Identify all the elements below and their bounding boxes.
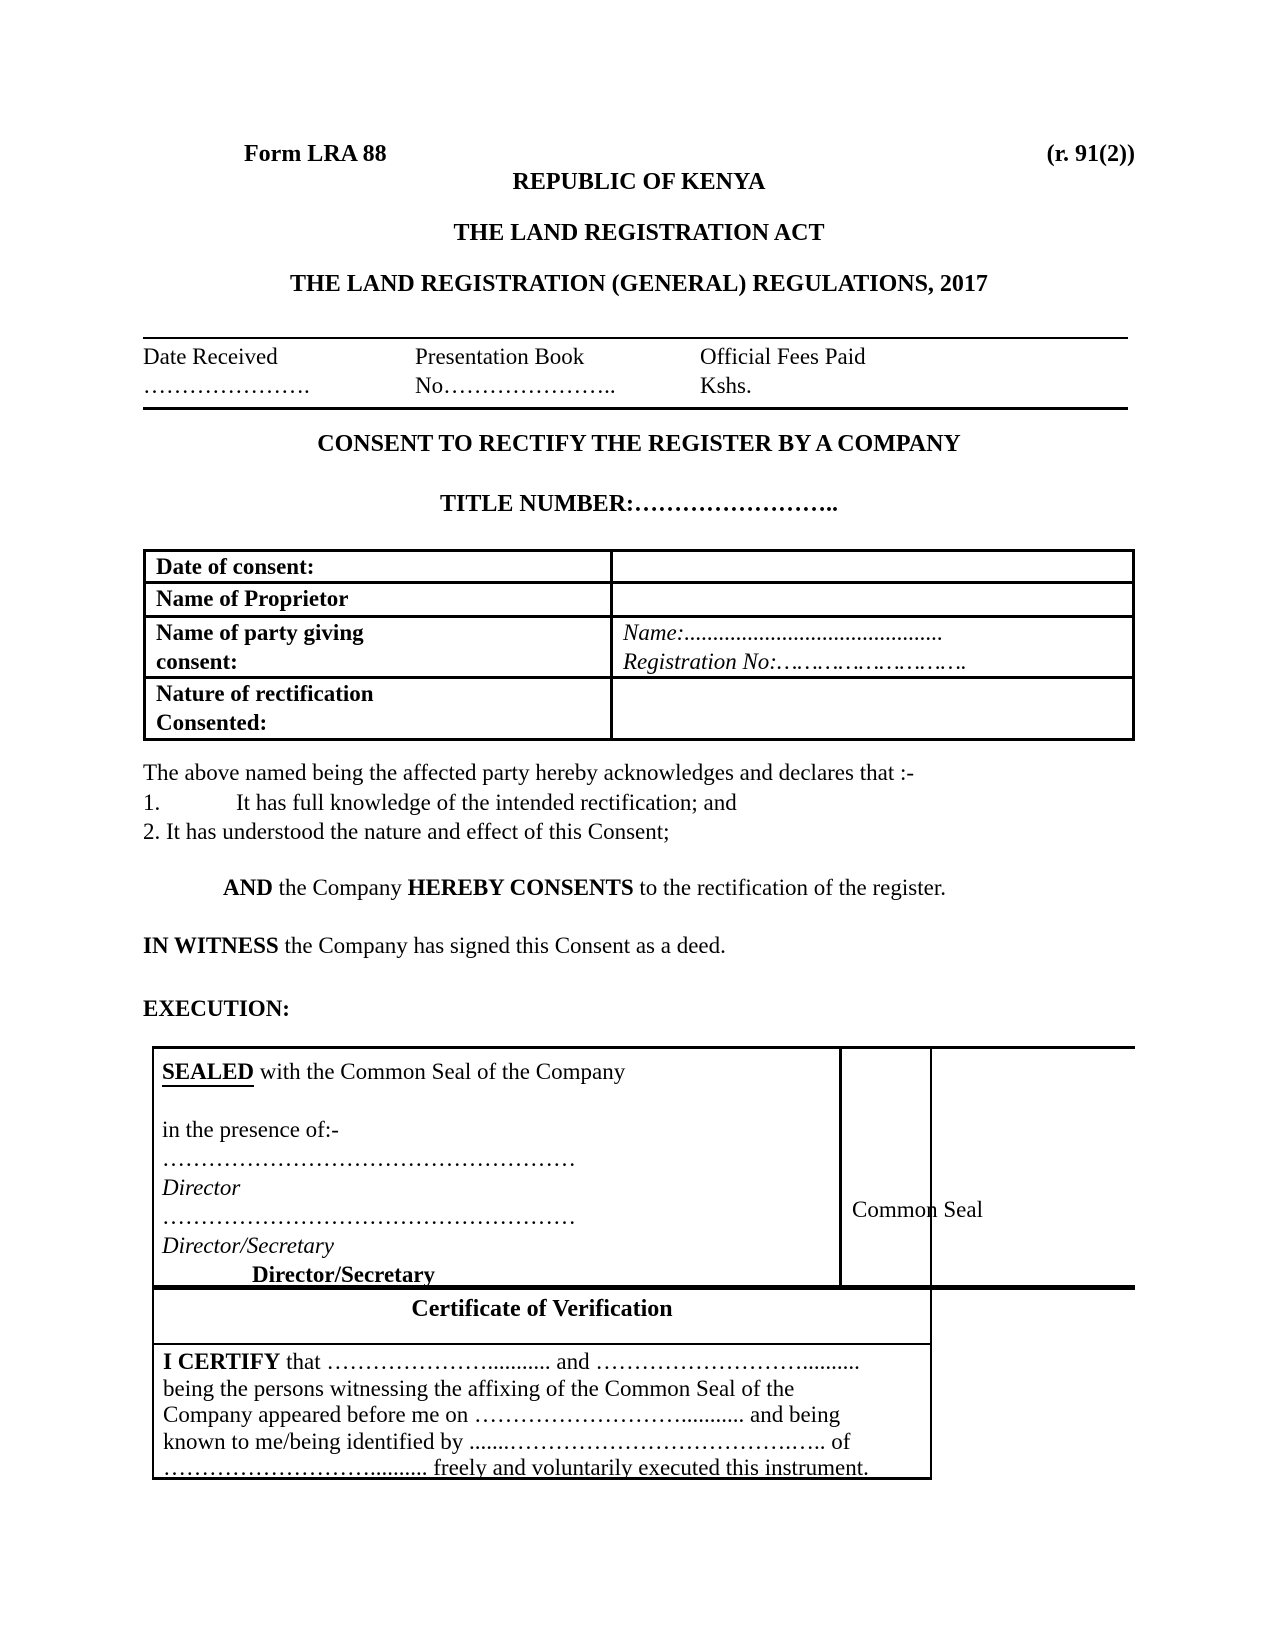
certify-line-1: I CERTIFY that …………………........... and ……………………….......... <box>163 1349 860 1374</box>
director-signature-blank: ……………………………………………… <box>162 1146 576 1171</box>
party-registration-no-blank: Registration No:………………………. <box>623 649 967 674</box>
certificate-heading-row <box>152 1285 1135 1343</box>
sealed-cell <box>154 1049 842 1285</box>
regulations-heading: THE LAND REGISTRATION (GENERAL) REGULATIONS, 2017 <box>290 271 988 297</box>
presentation-book-label: Presentation Book <box>415 344 585 369</box>
party-name-blank: Name:............................................. <box>623 620 944 645</box>
director-label: Director <box>162 1175 241 1200</box>
execution-heading: EXECUTION: <box>143 996 290 1021</box>
fees-strip <box>143 337 1128 410</box>
details-table <box>143 549 1135 741</box>
certify-line-5: ……………………….......... freely and voluntarily executed this instrument. <box>163 1455 869 1480</box>
seal-margin-cell <box>932 1049 1135 1285</box>
presentation-book-no-blank: No………………….. <box>415 373 616 398</box>
director-secretary-label: Director/Secretary <box>162 1233 335 1258</box>
consent-clause: AND the Company HEREBY CONSENTS to the rectification of the register. <box>223 875 946 900</box>
certify-line-4: known to me/being identified by .......……………………………….….. of <box>163 1428 851 1454</box>
name-of-proprietor-label: Name of Proprietor <box>156 586 349 611</box>
table-row <box>145 551 1134 583</box>
declarations-intro: The above named being the affected party hereby acknowledges and declares that :- <box>143 760 915 785</box>
table-row <box>145 678 1134 740</box>
nature-of-rectification-label: Nature of rectification Consented: <box>145 678 612 740</box>
title-number: TITLE NUMBER:…………………….. <box>439 491 839 517</box>
common-seal-label: Common Seal <box>852 1197 983 1222</box>
certificate-heading: Certificate of Verification <box>152 1290 932 1343</box>
certificate-of-verification-box <box>152 1343 932 1480</box>
execution-table <box>152 1046 1135 1480</box>
declaration-item-2: 2. It has understood the nature and effect of this Consent; <box>143 819 670 844</box>
date-of-consent-value <box>612 551 1134 583</box>
date-received-blank: …………………. <box>143 373 310 398</box>
republic-heading: REPUBLIC OF KENYA <box>512 169 766 195</box>
sealed-row <box>152 1046 1135 1285</box>
official-fees-field <box>700 342 1128 400</box>
date-received-label: Date Received <box>143 344 278 369</box>
sealed-line: SEALED with the Common Seal of the Company <box>162 1057 833 1086</box>
party-giving-consent-value <box>612 617 1134 678</box>
common-seal-cell <box>842 1049 983 1285</box>
official-fees-kshs: Kshs. <box>700 373 752 398</box>
director-secretary-signature-blank: ……………………………………………… <box>162 1204 576 1229</box>
witness-clause: IN WITNESS the Company has signed this Consent as a deed. <box>143 933 726 958</box>
date-received-field <box>143 342 415 400</box>
date-of-consent-label: Date of consent: <box>156 554 315 579</box>
party-giving-consent-label: Name of party giving consent: <box>145 617 612 678</box>
presentation-book-field <box>415 342 700 400</box>
name-of-proprietor-value <box>612 583 1134 617</box>
presence-line: in the presence of:- <box>162 1117 339 1142</box>
rule-reference: (r. 91(2)) <box>1046 141 1135 167</box>
certify-line-3: Company appeared before me on ………………………........... and being <box>163 1402 841 1427</box>
table-row <box>145 583 1134 617</box>
declaration-item-1: 1. It has full knowledge of the intended rectification; and <box>143 789 737 815</box>
act-heading: THE LAND REGISTRATION ACT <box>453 220 825 246</box>
form-code: Form LRA 88 <box>244 141 387 167</box>
declarations-paragraph <box>143 758 1153 847</box>
director-secretary-bold-label: Director/Secretary <box>252 1262 436 1287</box>
official-fees-label: Official Fees Paid <box>700 344 866 369</box>
nature-of-rectification-value <box>612 678 1134 740</box>
consent-title: CONSENT TO RECTIFY THE REGISTER BY A COMPANY <box>317 431 961 457</box>
document-header <box>143 140 1135 168</box>
table-row <box>145 617 1134 678</box>
spacer <box>162 1086 833 1115</box>
certify-line-2: being the persons witnessing the affixing of the Common Seal of the <box>163 1375 795 1401</box>
